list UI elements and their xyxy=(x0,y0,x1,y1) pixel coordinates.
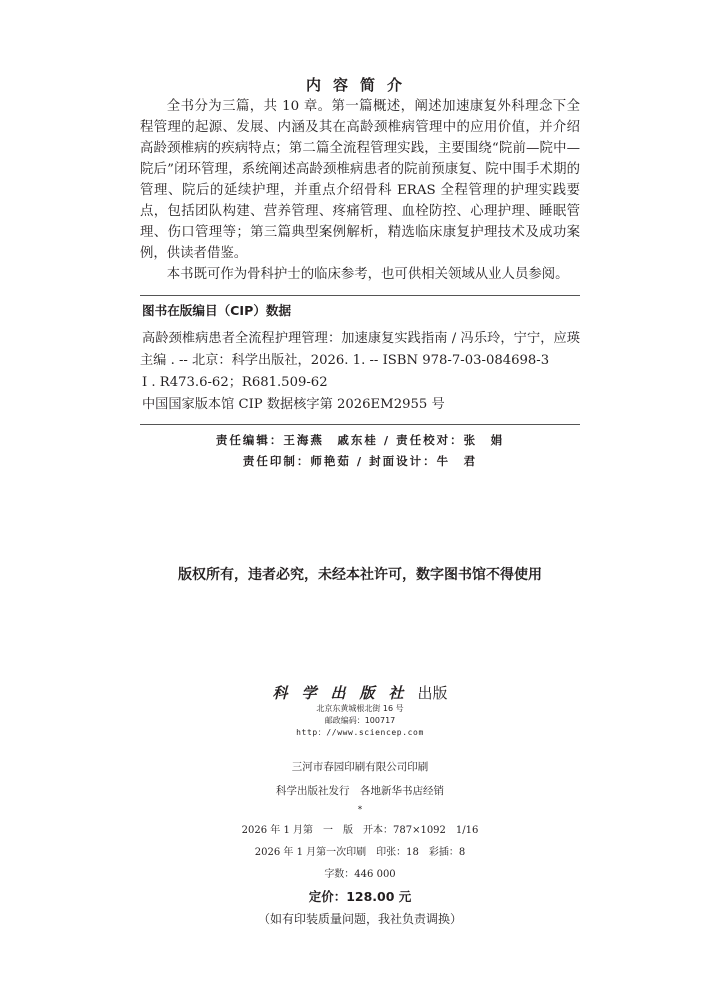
printing-line: 2026 年 1 月第一次印刷 印张：18 彩插：8 xyxy=(254,847,466,858)
copyright-notice: 版权所有，违者必究，未经本社许可，数字图书馆不得使用 xyxy=(178,567,542,583)
publisher-postcode: 邮政编码：100717 xyxy=(324,716,396,725)
publisher-logo-text: 科学出版社 xyxy=(272,684,418,702)
publisher-address: 北京东黄城根北街 16 号 xyxy=(316,704,404,713)
cip-top-divider xyxy=(140,295,580,296)
summary-paragraph: 全书分为三篇，共 10 章。第一篇概述，阐述加速康复外科理念下全程管理的起源、发展、内涵及其在高龄颈椎病管理中的应用价值，并介绍高龄颈椎病的疾病特点；第二篇全流程管理实践，主要围绕“院前—院中—院后”闭环管理，系统阐述高龄颈椎病患者的院前预康复、院中围手术期的管理、院后的延续护理，并重点介绍骨科 ERAS 全程管理的护理实践要点，包括团队构建、营养管理、疼痛管理、血栓防控、心理护理、睡眠管理、伤口管理等；第三篇典型案例解析，精选临床康复护理技术及成功案例，供读者借鉴。 xyxy=(140,99,580,261)
edition-line: 2026 年 1 月第 一 版 开本：787×1092 1/16 xyxy=(241,825,479,836)
quality-note: （如有印装质量问题，我社负责调换） xyxy=(257,912,462,926)
cip-block xyxy=(140,300,580,416)
cip-record: 高龄颈椎病患者全流程护理管理：加速康复实践指南 / 冯乐玲，宁宁，应瑛主编 . -- 北京：科学出版社，2026. 1. -- ISBN 978-7-03-084698-3 xyxy=(140,331,580,368)
publisher-block xyxy=(0,683,720,739)
cip-bottom-divider xyxy=(140,424,580,425)
separator-asterisk: * xyxy=(357,805,363,815)
price: 定价：128.00 元 xyxy=(308,889,412,904)
staff-line-production: 责任印制：师艳茹 / 封面设计：牛 君 xyxy=(242,454,478,468)
summary-paragraph: 本书既可作为骨科护士的临床参考，也可供相关领域从业人员参阅。 xyxy=(166,267,569,282)
staff-credits xyxy=(0,430,720,472)
specs-block xyxy=(0,820,720,930)
word-count: 字数：446 000 xyxy=(324,869,396,880)
cip-heading: 图书在版编目（CIP）数据 xyxy=(142,303,292,318)
summary-section xyxy=(140,96,580,285)
summary-title: 内容简介 xyxy=(305,76,414,94)
cip-check-number: 中国国家版本馆 CIP 数据核字第 2026EM2955 号 xyxy=(142,397,445,412)
staff-line-editors: 责任编辑：王海燕 戚东桂 / 责任校对：张 娟 xyxy=(215,433,505,447)
cip-classification: Ⅰ . R473.6-62；R681.509-62 xyxy=(142,375,328,390)
distribution-line: 科学出版社发行 各地新华书店经销 xyxy=(276,785,444,797)
publisher-name-line xyxy=(0,683,720,703)
imprint-block xyxy=(0,755,720,817)
publisher-url: http：//www.sciencep.com xyxy=(296,728,424,737)
printer-line: 三河市春园印刷有限公司印刷 xyxy=(291,761,429,773)
publisher-suffix: 出版 xyxy=(417,684,448,702)
